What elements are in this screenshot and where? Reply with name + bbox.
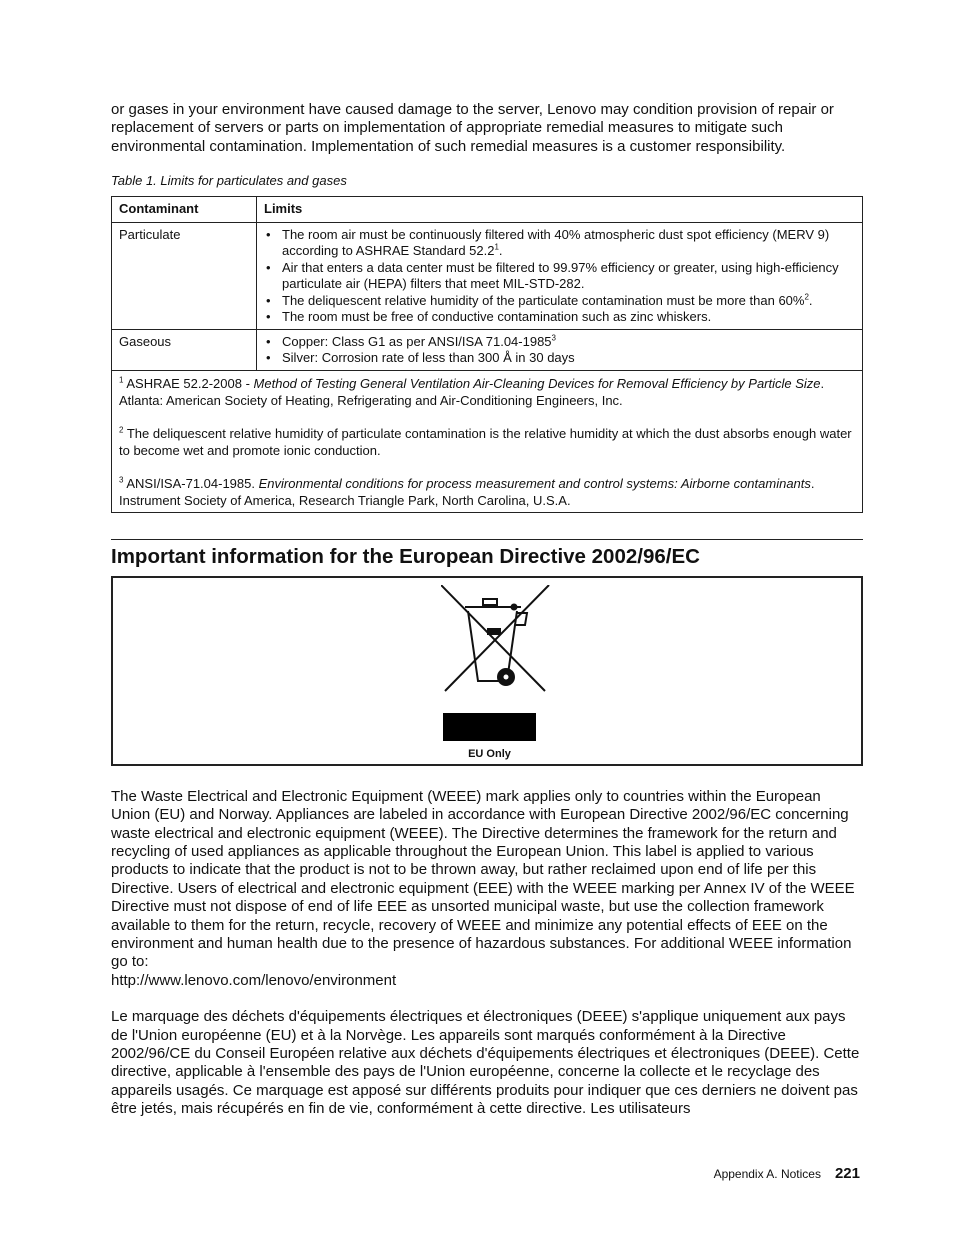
footnote-1: $^1$ ASHRAE 52.2-2008 - Method of Testing General Ventilation Air-Cleaning Devices for Removal Efficiency by Particle Size. Atlanta: American Society of Heating, Refrigerating and Air-Conditioning Engineers, Inc. [119, 375, 825, 408]
footer-section: Appendix A. Notices [713, 1167, 821, 1181]
footnote-3: $^3$ ANSI/ISA-71.04-1985. Environmental conditions for process measurement and control systems: Airborne contaminants. Instrument Society of America, Research Triangle Park, North Carolina, U.S.A. [119, 475, 815, 508]
crossed-out-wheelie-bin-icon [441, 585, 561, 703]
footnote-2: $^2$ The deliquescent relative humidity of particulate contamination is the relative humidity at which the dust absorbs enough water to become wet and promote ionic conduction. [119, 425, 852, 458]
section-divider [111, 539, 863, 540]
weee-paragraph: The Waste Electrical and Electronic Equipment (WEEE) mark applies only to countries within the European Union (EU) and Norway. Appliances are labeled in accordance with European Directive 2002/96/EC concerning waste electrical and electronic equipment (WEEE). The Directive determines the framework for the return and recycling of used appliances as applicable throughout the European Union. This label is applied to various products to indicate that the product is not to be thrown away, but rather reclaimed upon end of life per this Directive. Users of electrical and electronic equipment (EEE) with the WEEE marking per Annex IV of the WEEE Directive must not dispose of end of life EEE as unsorted municipal waste, but use the collection framework available to them for the return, recycle, recovery of WEEE and minimize any potential effects of EEE on the environment and human health due to the presence of hazardous substances. For additional WEEE information go to: [111, 787, 855, 971]
table-header-row [112, 197, 863, 223]
table-footnotes [112, 370, 863, 512]
header-limits: Limits [257, 197, 863, 223]
footnote-ref: 1 [494, 242, 499, 252]
footnote-ref: 3 [551, 333, 556, 343]
contaminant-gaseous: Gaseous [112, 329, 257, 370]
limits-table [111, 196, 863, 513]
limits-particulate [257, 222, 863, 329]
weee-mark-box [111, 576, 863, 766]
list-item: • The room air must be continuously filtered with 40% atmospheric dust spot efficiency (MERV 9) according to ASHRAE Standard 52.2$^1$. [264, 227, 855, 260]
eu-black-bar [443, 713, 536, 741]
french-paragraph: Le marquage des déchets d'équipements électriques et électroniques (DEEE) s'applique uniquement aux pays de l'Union européenne (EU) et à la Norvège. Les appareils sont marqués conformément à la Directive 2002/96/CE du Conseil Européen relative aux déchets d'équipements électriques et électroniques (DEEE). Cette directive, applicable à l'ensemble des pays de l'Union européenne, concerne la collecte et le recyclage des appareils usagés. Ce marquage est apposé sur différents produits pour indiquer que ces derniers ne doivent pas être jetés, mais récupérés en fin de vie, conformément à cette directive. Les utilisateurs [111, 1008, 860, 1118]
weee-url: http://www.lenovo.com/lenovo/environment [111, 971, 397, 989]
section-heading: Important information for the European Directive 2002/96/EC [111, 544, 700, 568]
footnote-ref: 2 [804, 292, 809, 302]
page-footer [714, 1165, 860, 1182]
list-item: • Silver: Corrosion rate of less than 300 Å in 30 days [264, 350, 855, 367]
page-content [111, 101, 863, 1119]
eu-only-label: EU Only [468, 747, 511, 760]
table-footnotes-row [112, 370, 863, 512]
contaminant-particulate: Particulate [112, 222, 257, 329]
list-item: • Air that enters a data center must be filtered to 99.97% efficiency or greater, using high-efficiency particulate air (HEPA) filters that meet MIL-STD-282. [264, 260, 855, 293]
list-item: • The deliquescent relative humidity of the particulate contamination must be more than 60%$^2$. [264, 293, 855, 310]
list-item: • The room must be free of conductive contamination such as zinc whiskers. [264, 309, 855, 326]
list-item: • Copper: Class G1 as per ANSI/ISA 71.04-1985$^3$ [264, 334, 855, 351]
limits-gaseous [257, 329, 863, 370]
table-row-gaseous [112, 329, 863, 370]
table-caption: Table 1. Limits for particulates and gases [111, 173, 347, 189]
header-contaminant: Contaminant [112, 197, 257, 223]
page-number: 221 [834, 1165, 860, 1182]
intro-paragraph: or gases in your environment have caused damage to the server, Lenovo may condition provision of repair or replacement of servers or parts on implementation of appropriate remedial measures to mitigate such environmental contamination. Implementation of such remedial measures is a customer responsibility. [111, 101, 834, 155]
table-row-particulate [112, 222, 863, 329]
